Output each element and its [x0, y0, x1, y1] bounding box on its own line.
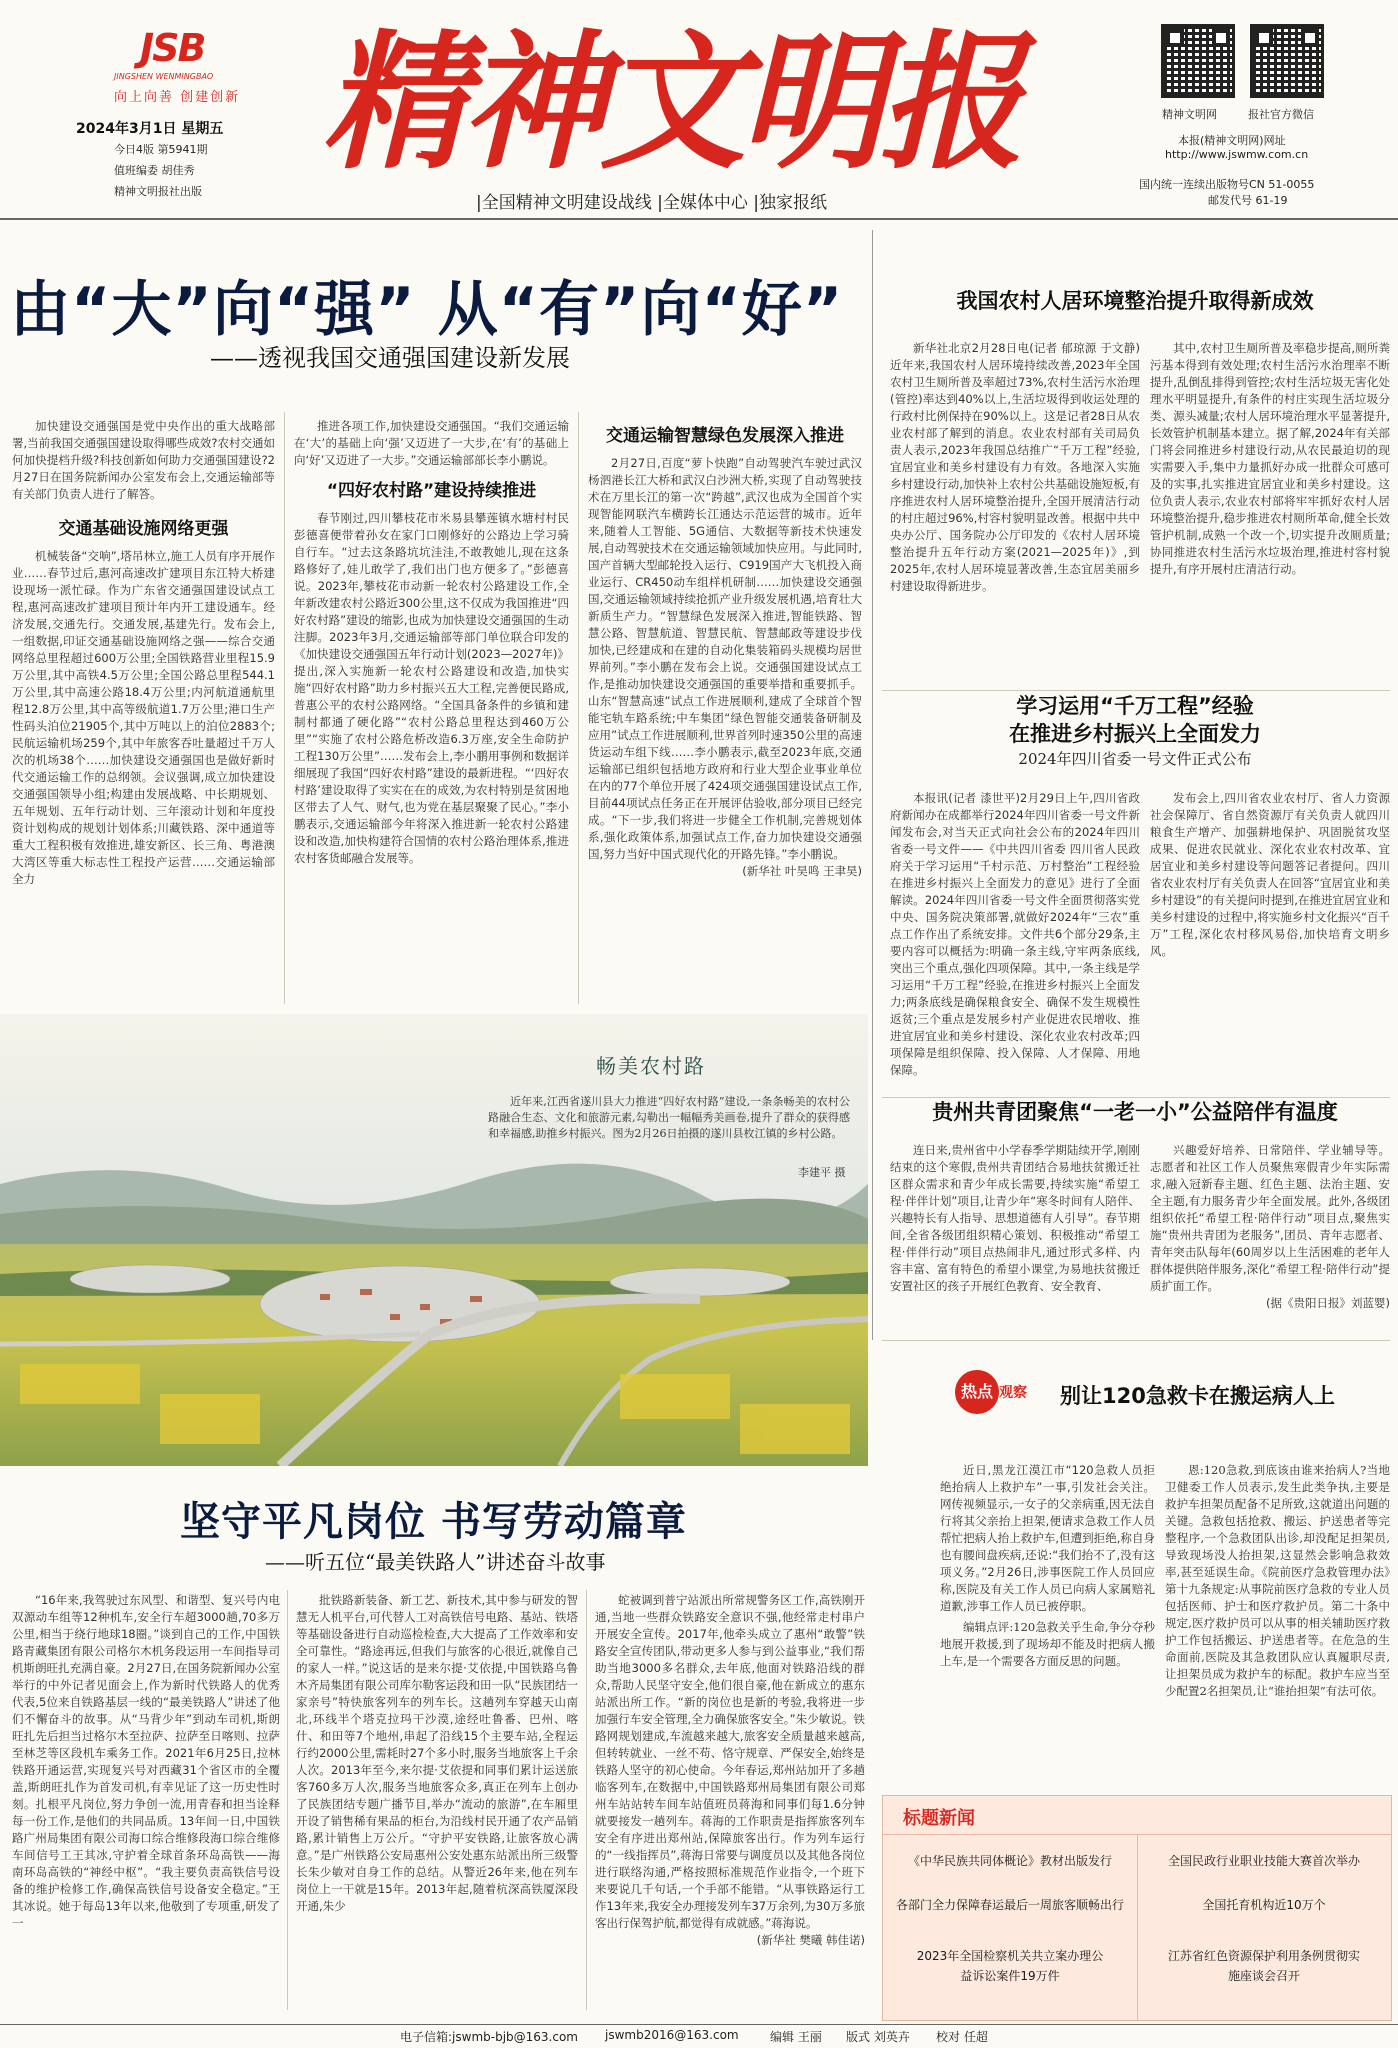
- right2-col1: 本报讯(记者 漆世平)2月29日上午,四川省政府新闻办在成都举行2024年四川省委一号文件新闻发布会,对当天正式向社会公布的2024年四川省委一号文件——《中共四川省委 四川省人民政府关于学习运用“千村示范、万村整治”工程经验在推进乡村振兴上全面发力的意见》进行了全面解读。2024年四川省委一号文件全面贯彻落实党中央、国务院决策部署,就做好2024年“三农”重点工作作出了系统安排。文件共6个部分29条,主要内容可以概括为:明确一条主线,守牢两条底线,突出三个重点,强化四项保障。其中,一条主线是学习运用“千万工程”经验,在推进乡村振兴上全面发力;两条底线是确保粮食安全、确保不发生规模性返贫;三个重点是发展乡村产业促进农民增收、推进宜居宜业和美乡村建设、深化农业农村改革;四项保障是组织保障、投入保障、人才保障、用地保障。: [890, 791, 1140, 1077]
- guizhou-col1: 连日来,贵州省中小学春季学期陆续开学,刚刚结束的这个寒假,贵州共青团结合易地扶贫搬迁社区群众需求和青少年成长需要,持续实施“希望工程·伴伴计划”项目,让青少年“寒冬时间有人陪伴、兴趣特长有人指导、思想道德有人引导”。春节期间,全省各级团组织精心策划、积极推动“希望工程·伴伴行动”项目点热闹非凡,通过形式多样、内容丰富、富有特色的希望小课堂,为易地扶贫搬迁安置社区的孩子开展红色教育、安全教育、: [890, 1143, 1140, 1293]
- website-label: 本报(精神文明网)网址: [1178, 134, 1286, 147]
- qr2-label: 报社官方微信: [1248, 108, 1314, 121]
- photo-caption: 近年来,江西省遂川县大力推进“四好农村路”建设,一条条畅美的农村公路融合生态、文化和旅游元素,勾勒出一幅幅秀美画卷,提升了群众的获得感和幸福感,助推乡村振兴。图为2月26日拍摄的遂川县枚江镇的乡村公路。: [488, 1095, 850, 1140]
- hot-badge: [955, 1370, 1043, 1414]
- briefs-title: 标题新闻: [903, 1808, 975, 1829]
- nav-item-3[interactable]: 独家报纸: [759, 193, 828, 213]
- railway-col1: “16年来,我驾驶过东风型、和谐型、复兴号内电双源动车组等12种机车,安全行车超3000趟,70多万公里,相当于绕行地球18圈。”谈到自己的工作,中国铁路青藏集团有限公司格尔木机务段运用一车间指导司机斯朗旺扎充满自豪。2月27日,在国务院新闻办公室举行的中外记者见面会上,作为新时代铁路人的优秀代表,5位来自铁路基层一线的“最美铁路人”讲述了他们不懈奋斗的故事。从“马背少年”到动车司机,斯朗旺扎先后担当过格尔木至拉萨、拉萨至日喀则、拉萨至林芝等区段机车乘务工作。2021年6月25日,拉林铁路开通运营,实现复兴号对西藏31个省区市的全覆盖,斯朗旺扎作为首发司机,有幸见证了这一历史性时刻。扎根平凡岗位,努力争创一流,用青春和担当诠释每一份工作,是他们的共同品质。13年间一日,中国铁路广州局集团有限公司海口综合维修段海口综合维修车间信号工王其冰,守护着全球首条环岛高铁——海南环岛高铁的“神经中枢”。“我主要负责高铁信号设备的维护检修工作,确保高铁信号设备安全稳定。”王其冰说。她于每岛13年以来,他敬到了专项重,研发了一: [12, 1593, 280, 1930]
- logo-sub: JINGSHEN WENMINGBAO: [114, 72, 214, 81]
- brief-item[interactable]: 全国民政行业职业技能大赛首次举办: [1167, 1854, 1360, 1868]
- hot-col2: 恩:120急救,到底该由谁来抬病人?当地卫健委工作人员表示,发生此类争执,主要是救护车担架员配备不足所致,这就道出问题的关键。急救包括抢救、搬运、护送患者等完整程序,一个急救团队出诊,却没配足担架员,导致现场没人抬担架,这显然会影响急救效率,甚至延误生命。《院前医疗急救管理办法》第十九条规定:从事院前医疗急救的专业人员包括医师、护士和医疗救护员。第二十条中规定,医疗救护员可以从事的相关辅助医疗救护工作包括搬运、护送患者等。在危急的生命面前,医院及其急救团队应认真履职尽责,让担架员成为救护车的标配。救护车应当至少配置2名担架员,让“谁抬担架”有法可依。: [1165, 1463, 1390, 1698]
- rural-road-photo: [0, 1014, 868, 1466]
- footer-email[interactable]: 电子信箱:jswmb-bjb@163.com: [400, 2030, 578, 2044]
- guizhou-credit: (据《贵阳日报》刘蓝婴): [1266, 1296, 1390, 1310]
- guizhou-col2: 兴趣爱好培养、日常陪伴、学业辅导等。志愿者和社区工作人员聚焦寒假青少年实际需求,融入冠新春主题、红色主题、法治主题、安全主题,有力服务青少年全面发展。此外,各级团组织依托“希望工程·陪伴行动”项目点,聚焦实施“贵州共青团为老服务”,团员、青年志愿者、青年突击队每年(60周岁以上生活困难的老年人群体提供陪伴服务,深化“希望工程·陪伴行动”提质扩面工作。 (据《贵阳日报》刘蓝婴): [1150, 1143, 1390, 1310]
- footer-proof: 校对 任超: [936, 2030, 988, 2044]
- publisher: 精神文明报社出版: [114, 185, 202, 198]
- issue-date: 2024年3月1日 星期五: [76, 121, 224, 137]
- duty-editor: 值班编委 胡佳秀: [114, 164, 195, 177]
- right2-headline-line1: 学习运用“千万工程”经验: [1016, 694, 1254, 718]
- footer: [0, 2028, 1398, 2046]
- lead-col1: 加快建设交通强国是党中央作出的重大战略部署,当前我国交通强国建设取得哪些成效?农村交通如何加快提档升级?科技创新如何助力交通强国建设?2月27日在国务院新闻办公室发布会上,交通运输部等有关部门负责人进行了解答。 交通基础设施网络更强 机械装备“交响”,塔吊林立,施工人员有序开展作业……春节过后,惠河高速改扩建项目东江特大桥建设现场一派忙碌。作为广东省交通强国建设试点工程,惠河高速改扩建项目预计年内开工建设通车。经济发展,交通先行。交通发展,基建先行。发布会上,一组数据,印证交通基础设施网络之强——综合交通网络总里程超过600万公里;全国铁路营业里程15.9万公里,其中高铁4.5万公里;全国公路总里程544.1万公里,其中高速公路18.4万公里;内河航道通航里程12.8万公里,其中高等级航道1.7万公里;港口生产性码头泊位21905个,其中万吨以上的泊位2883个;民航运输机场259个,其中年旅客吞吐量超过千万人次的机场38个……加快建设交通强国也是做好新时代交通运输工作的总纲领。会议强调,成立加快建设交通强国领导小组;构建由发展战略、中长期规划、五年规划、五年行动计划、三年滚动计划和年度投资计划构成的规划计划体系;川藏铁路、深中通道等重大工程积极有效推进,雄安新区、长三角、粤港澳大湾区等重大标志性工程投产运营……交通运输部全力: [12, 419, 275, 886]
- nav-item-1[interactable]: 全国精神文明建设战线: [481, 193, 652, 213]
- railway-credit: (新华社 樊曦 韩佳诺): [756, 1933, 865, 1947]
- right1-col1: 新华社北京2月28日电(记者 郁琼源 于文静)近年来,我国农村人居环境持续改善,2023年全国农村卫生厕所普及率超过73%,农村生活污水治理(管控)率达到40%以上,生活垃圾得到收运处理的行政村比例保持在90%以上。这是记者28日从农业农村部了解到的消息。农业农村部有关司局负责人表示,2023年我国总结推广“千万工程”经验,宜居宜业和美乡村建设有力有效。各地深入实施乡村建设行动,加快补上农村公共基础设施短板,有序推进农村人居环境整治提升,全国开展清洁行动的村庄超过96%,村容村貌明显改善。根据中共中央办公厅、国务院办公厅印发的《农村人居环境整治提升五年行动方案(2021—2025年)》,到2025年,农村人居环境显著改善,生态宜居美丽乡村建设取得新进步。: [890, 341, 1140, 593]
- masthead: [0, 0, 1398, 230]
- logo-mark: JSB: [140, 26, 205, 70]
- right2-headline-line2: 在推进乡村振兴上全面发力: [1009, 722, 1261, 746]
- newspaper-title: 精神文明报: [322, 15, 1018, 189]
- hot-badge-circle: 热点: [955, 1370, 999, 1414]
- railway-col3: 蛇被调到普宁站派出所常规警务区工作,高铁刚开通,当地一些群众铁路安全意识不强,他经常走村串户开展安全宣传。2017年,他牵头成立了惠州“敢警”铁路安全宣传团队,带动更多人参与到公益事业,“我们帮助当地3000多名群众,去年底,他面对铁路沿线的群众,帮助人民坚守安全,他们很自豪,他在新成立的惠东站派出所工作。“新的岗位也是新的考验,我将进一步加强行车安全管理,全力确保旅客安全。”朱少敏说。铁路网规划建成,车流越来越大,旅客安全质量越来越高,但转转就业、一丝不苟、恪守规章、严保安全,始终是铁路人坚守的初心使命。今年春运,郑州站加开了多趟临客列车,在数据中,中国铁路郑州局集团有限公司郑州车站站转车间车站值班员蒋海和同事们每1.6分钟就要接发一趟列车。蒋海的工作职责是指挥旅客列车安全有序进出郑州站,保障旅客出行。作为列车运行的“一线指挥员”,蒋海日常要与调度员以及其他各岗位进行联络沟通,严格按照标准规范作业指令,一个班下来要说几千句话,一个手部不能错。“从事铁路运行工作13年来,我安全办理接发列车37万余列,为30万多旅客出行保驾护航,都觉得有成就感。”蒋海说。 (新华社 樊曦 韩佳诺): [595, 1593, 865, 1947]
- postal-code: 邮发代号 61-19: [1208, 194, 1288, 207]
- brief-item[interactable]: 2023年全国检察机关共立案办理公益诉讼案件19万件: [916, 1949, 1104, 1983]
- right2-subhead: 2024年四川省委一号文件正式公布: [1018, 750, 1252, 768]
- lead-col3: 交通运输智慧绿色发展深入推进 2月27日,百度“萝卜快跑”自动驾驶汽车驶过武汉杨泗港长江大桥和武汉白沙洲大桥,实现了自动驾驶技术在万里长江的第一次“跨越”,武汉也成为全国首个实现智能网联汽车横跨长江通达示范运营的城市。近年来,随着人工智能、5G通信、大数据等新技术快速发展,自动驾驶技术在交通运输领域加快应用。与此同时,国产首辆大型邮轮投入运行、C919国产大飞机投入商业运行、CR450动车组样机研制……加快建设交通强国,交通运输领域持续抢抓产业升级发展机遇,培育壮大新质生产力。“智慧绿色发展深入推进,智能铁路、智慧公路、智慧航道、智慧民航、智慧邮政等建设步伐加快,已经建成和在建的自动化集装箱码头规模均居世界前列。”李小鹏在发布会上说。交通强国建设试点工作,是推动加快建设交通强国的重要举措和重要抓手。山东“智慧高速”试点工作进展顺利,建成了全球首个智能宅轨车路系统;中车集团“绿色智能交通装备研制及应用”试点工作进展顺利,世界首列时速350公里的高速货运动车组下线……李小鹏表示,截至2023年底,交通运输部已组织包括地方政府和行业大型企业事业单位在内的77个单位开展了424项交通强国建设试点工作,目前44项试点任务正在开展评估验收,部分项目已经完成。“下一步,我们将进一步健全工作机制,完善规划体系,强化政策体系,加强试点工作,奋力加快建设交通强国,努力当好中国式现代化的开路先锋。”李小鹏说。 (新华社 叶昊鸣 王聿昊): [588, 426, 862, 878]
- footer-designer: 版式 刘英卉: [846, 2030, 910, 2044]
- brief-item[interactable]: 全国托育机构近10万个: [1202, 1898, 1326, 1912]
- masthead-divider: [0, 218, 1398, 220]
- brief-item[interactable]: 《中华民族共同体概论》教材出版发行: [907, 1854, 1112, 1868]
- slogan: 向上向善 创建创新: [114, 90, 241, 105]
- hot-headline: 别让120急救卡在搬运病人上: [1060, 1384, 1335, 1408]
- website-url[interactable]: http://www.jswmw.com.cn: [1165, 148, 1309, 161]
- lead-col2-subhead: “四好农村路”建设持续推进: [326, 481, 537, 501]
- hot-col1: 近日,黑龙江漠江市“120急救人员拒绝抬病人上救护车”一事,引发社会关注。网传视频显示,一女子的父亲病重,因无法自行将其父亲抬上担架,便请求急救工作人员帮忙把病人抬上救护车,但遭到拒绝,称自身也有腰间盘疾病,还说:“我们抬不了,没有这项义务。”2月26日,涉事医院工作人员回应称,医院及有关工作人员已向病人家属赔礼道歉,涉事工作人员已被停职。 编辑点评:120急救关乎生命,争分夺秒地展开救援,到了现场却不能及时把病人搬上车,是一个需要各方面反思的问题。: [940, 1463, 1155, 1668]
- right1-col2: 其中,农村卫生厕所普及率稳步提高,厕所粪污基本得到有效处理;农村生活污水治理率不断提升,乱倒乱排得到管控;农村生活垃圾无害化处理水平明显提升,有条件的村庄实现生活垃圾分类、源头减量;农村人居环境治理水平显著提升,长效管护机制基本建立。据了解,2024年有关部门将会同推进乡村建设行动,从农民最迫切的现实需要入手,集中力量抓好办成一批群众可感可及的实事,扎实推进宜居宜业和美乡村建设。这位负责人表示,农业农村部将牢牢抓好农村人居环境整治提升,稳步推进农村厕所革命,健全长效管护机制,成熟一个改一个,切实提升改厕质量;协同推进农村生活污水垃圾治理,推进村容村貌提升,有序开展村庄清洁行动。: [1150, 341, 1390, 576]
- photo-title: 畅美农村路: [596, 1054, 706, 1078]
- lead-subhead: ——透视我国交通强国建设新发展: [210, 344, 570, 372]
- brief-item[interactable]: 各部门全力保障春运最后一周旅客顺畅出行: [895, 1898, 1124, 1912]
- railway-headline: 坚守平凡岗位 书写劳动篇章: [180, 1499, 687, 1545]
- hot-badge-sub: 观察: [999, 1385, 1027, 1401]
- lead-col2: 推进各项工作,加快建设交通强国。“我们交通运输在‘大’的基础上向‘强’又迈进了一大步,在‘有’的基础上向‘好’又迈进了一大步。”交通运输部部长李小鹏说。 “四好农村路”建设持续推进 春节刚过,四川攀枝花市米易县攀莲镇水塘村村民彭德喜便带着孙女在家门口刚修好的公路边上学习骑自行车。“过去这条路坑坑洼洼,不敢教她儿,现在这条路修好了,娃儿敢学了,我们出门也方便多了。”彭德喜说。2023年,攀枝花市动新一轮农村公路建设工作,全年新改建农村公路近300公里,这不仅成为我国推进“四好农村路”建设的缩影,也成为加快建设交通强国的生动注脚。2023年3月,交通运输部等部门单位联合印发的《加快建设交通强国五年行动计划(2023—2027年)》提出,深入实施新一轮农村公路建设和改造,加快实施“四好农村路”助力乡村振兴五大工程,完善便民路成,普惠公平的农村公路网络。“全国具备条件的乡镇和建制村都通了硬化路”“农村公路总里程达到460万公里”“实施了农村公路危桥改造6.3万座,安全生命防护工程130万公里”……发布会上,李小鹏用事例和数据详细展现了我国“四好农村路”建设的最新进程。“‘四好农村路’建设取得了实实在在的成效,为农村特别是贫困地区带去了人气、财气,也为党在基层聚聚了民心。”李小鹏表示,交通运输部今年将深入推进新一轮农村公路建设和改造,加快构建符合国情的农村公路治理体系,推进农村客货邮融合发展等。: [294, 419, 569, 865]
- photo-credit: 李建平 摄: [798, 1166, 846, 1179]
- lead-col1-subhead: 交通基础设施网络更强: [58, 519, 229, 539]
- qr1-label: 精神文明网: [1162, 108, 1217, 121]
- cn-code: 国内统一连续出版物号CN 51-0055: [1139, 178, 1315, 191]
- railway-col2: 批铁路新装备、新工艺、新技术,其中参与研发的智慧无人机平台,可代替人工对高铁信号电路、基站、铁塔等基础设备进行自动巡检检查,大大提高了工作效率和安全可靠性。“路途再远,但我们与旅客的心很近,就像自己的家人一样。”说这话的是来尔提·艾依提,中国铁路乌鲁木齐局集团有限公司库尔勒客运段和田一队“民族团结一家亲号”特快旅客列车的列车长。这趟列车穿越天山南北,环线半个塔克拉玛干沙漠,途经吐鲁番、巴州、喀什、和田等7个地州,串起了沿线15个主要车站,全程运行约2000公里,需耗时27个多小时,服务当地旅客上千余人次。2013年至今,来尔提·艾依提和同事们累计运送旅客760多万人次,服务当地旅客众多,真正在列车上创办了民族团结专题广播节目,举办“流动的旅游”,在车厢里开设了销售稀有果品的柜台,为沿线村民开通了农产品销路,累计销售上万公斤。“守护平安铁路,让旅客放心满意。”是广州铁路公安局惠州公安处惠东站派出所三级警长朱少敏对自身工作的总结。从警近26年来,他在列车岗位上一干就是15年。2013年起,随着杭深高铁厦深段开通,朱少: [296, 1593, 578, 1913]
- footer-editor: 编辑 王丽: [770, 2030, 822, 2044]
- brief-item[interactable]: 江苏省红色资源保护利用条例贯彻实施座谈会召开: [1167, 1949, 1360, 1983]
- top-nav: |全国精神文明建设战线 |全媒体中心 |独家报纸: [476, 193, 828, 213]
- footer-email2[interactable]: jswmb2016@163.com: [605, 2028, 739, 2042]
- qr-code-icon[interactable]: [1250, 24, 1324, 98]
- briefs-box: [882, 1795, 1392, 2021]
- qr-code-icon[interactable]: [1161, 24, 1235, 98]
- railway-subhead: ——听五位“最美铁路人”讲述奋斗故事: [265, 1550, 606, 1574]
- right2-col2: 发布会上,四川省农业农村厅、省人力资源社会保障厅、省自然资源厅有关负责人就四川粮食生产增产、加强耕地保护、巩固脱贫攻坚成果、促进农民就业、深化农业农村改革、宜居宜业和美乡村建设等问题答记者提问。四川省农业农村厅有关负责人在回答“宜居宜业和美乡村建设”的有关提问时提到,在推进宜居宜业和美乡村建设的过程中,将实施乡村文化振兴“百千万”工程,深化农村移风易俗,加快培育文明乡风。: [1150, 791, 1390, 958]
- photo-feature: [0, 1014, 868, 1466]
- issue-edition: 今日4版 第5941期: [114, 143, 208, 156]
- nav-item-2[interactable]: 全媒体中心: [662, 193, 748, 213]
- lead-col3-subhead: 交通运输智慧绿色发展深入推进: [606, 426, 844, 446]
- lead-headline: 由“大”向“强” 从“有”向“好”: [10, 275, 844, 345]
- guizhou-headline: 贵州共青团聚焦“一老一小”公益陪伴有温度: [932, 1100, 1338, 1124]
- lead-credit: (新华社 叶昊鸣 王聿昊): [742, 864, 862, 878]
- right1-headline: 我国农村人居环境整治提升取得新成效: [956, 289, 1314, 313]
